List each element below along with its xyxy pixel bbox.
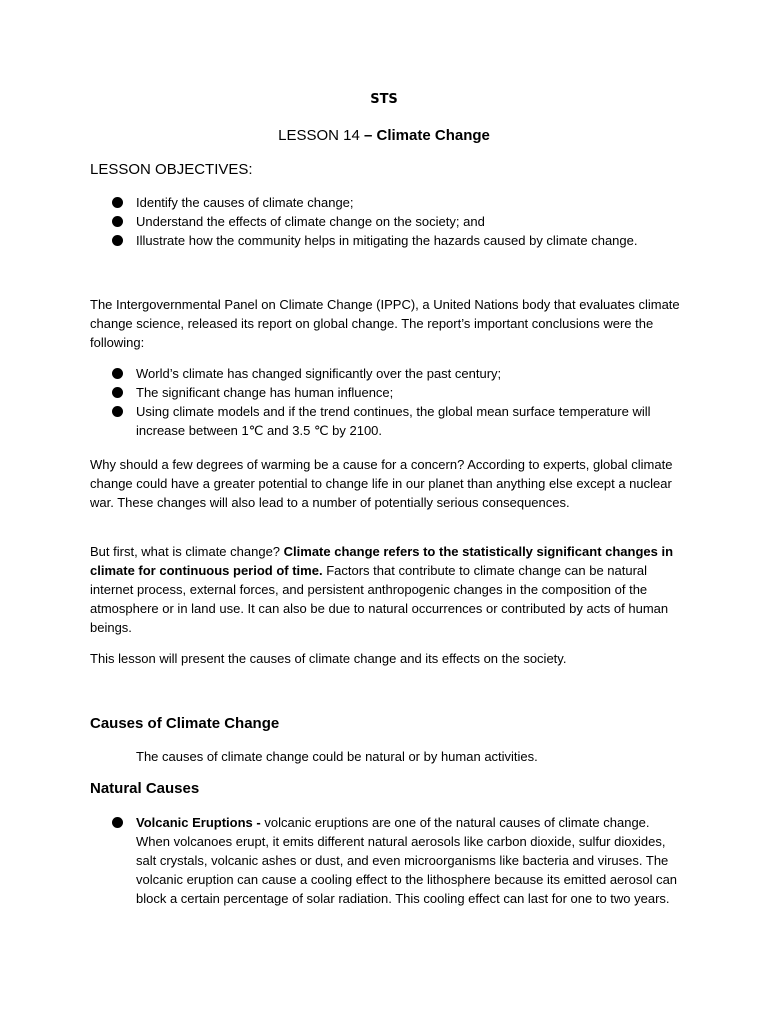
lesson-present-paragraph: This lesson will present the causes of climate change and its effects on the society. — [90, 651, 567, 666]
objectives-heading: LESSON OBJECTIVES: — [90, 161, 253, 178]
list-item: The significant change has human influence; — [108, 383, 696, 402]
list-item: Understand the effects of climate change on the society; and — [108, 212, 696, 231]
list-item — [108, 813, 684, 908]
lesson-number: LESSON 14 — [278, 127, 364, 144]
natural-causes-heading: Natural Causes — [90, 780, 200, 797]
list-item: World’s climate has changed significantly over the past century; — [108, 364, 696, 383]
volcanic-description: volcanic eruptions are one of the natural causes of climate change. When volcanoes erupt, it emits different natural aerosols like carbon dioxide, sulfur dioxides, salt crystals, volcanic ashes or dust, and even microorganisms like bacteria and viruses. The volcanic eruption can cause a cooling effect to the lithosphere because its emitted aerosol can block a certain percentage of solar radiation. This cooling effect can last for one to two years. — [136, 815, 678, 906]
bullet-icon — [112, 216, 123, 227]
bullet-icon — [112, 406, 123, 417]
list-item: Identify the causes of climate change; — [108, 193, 696, 212]
list-item: Using climate models and if the trend continues, the global mean surface temperature will increase between 1℃ and 3.5 ℃ by 2100. — [108, 402, 676, 440]
natural-causes-list — [108, 813, 684, 908]
list-item: Illustrate how the community helps in mitigating the hazards caused by climate change. — [108, 231, 696, 250]
bullet-icon — [112, 197, 123, 208]
bullet-icon — [112, 235, 123, 246]
conclusions-list — [108, 364, 696, 440]
document-title: STS — [370, 92, 398, 107]
lesson-title — [0, 127, 768, 144]
intro-paragraph: The Intergovernmental Panel on Climate Change (IPPC), a United Nations body that evaluates climate change science, released its report on global change. The report’s important conclusions were the following: — [90, 297, 680, 350]
concern-paragraph: Why should a few degrees of warming be a cause for a concern? According to experts, global climate change could have a greater potential to change life in our planet than anything else except a nuclear war. These changes will also lead to a number of potentially serious consequences. — [90, 457, 673, 510]
definition-paragraph: But first, what is climate change? Climate change refers to the statistically significant changes in climate for continuous period of time. Factors that contribute to climate change can be natural internet process, external forces, and persistent anthropogenic changes in the composition of the atmosphere or in land use. It can also be due to natural occurrences or contributed by acts of human beings. — [90, 544, 674, 635]
causes-heading: Causes of Climate Change — [90, 715, 280, 732]
definition-bold: Climate change refers to the statistically significant changes in climate for continuous period of time. — [90, 544, 674, 578]
bullet-icon — [112, 387, 123, 398]
volcanic-term: Volcanic Eruptions - — [136, 815, 265, 830]
bullet-icon — [112, 817, 123, 828]
objectives-list — [108, 193, 696, 250]
bullet-icon — [112, 368, 123, 379]
causes-paragraph: The causes of climate change could be natural or by human activities. — [136, 749, 538, 764]
lesson-topic: – Climate Change — [364, 127, 490, 144]
